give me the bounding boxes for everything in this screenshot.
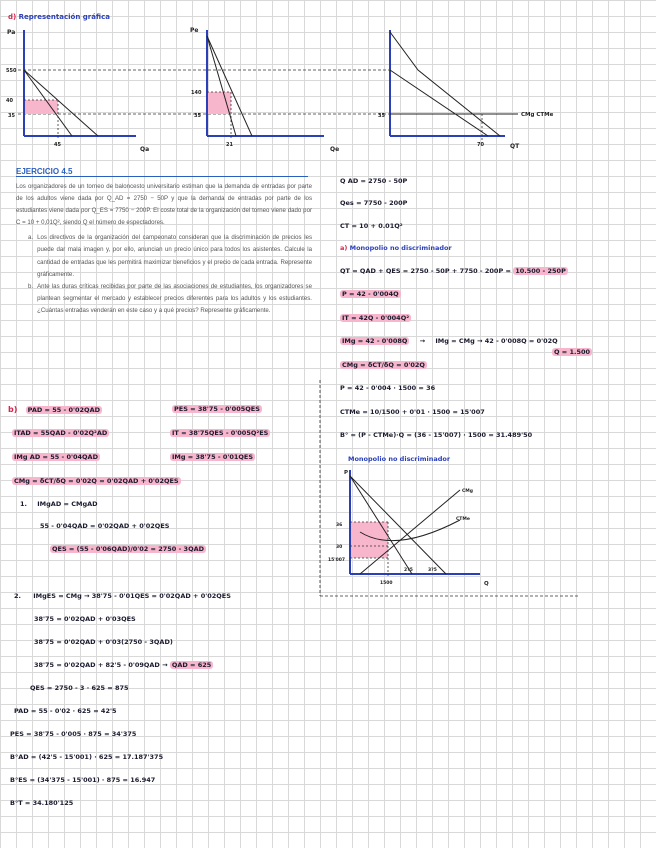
g1-tick-1: 550 [6,68,17,74]
note-p: P = 42 - 0'004Q [342,290,399,298]
part-a-title: Monopolio no discriminador [349,244,452,252]
line-1: 38'75 = 0'02QAD + 0'03QES [34,615,136,623]
line-3-result: QAD = 625 [171,661,212,669]
eq-qes: QES = (55 - 0'06QAD)/0'02 = 2750 - 3QAD [52,545,205,553]
note-it: IT = 42Q - 0'004Q² [342,314,410,322]
chart-x-tick-2: 2?5 [404,568,413,573]
line-5: PAD = 55 - 0'02 · 625 = 42'5 [14,707,117,715]
chart-label-cmg: CMg [462,489,474,494]
note-q-result: Q = 1.500 [554,348,591,356]
note-img-row [340,337,558,345]
shaded-profit-area-2 [207,92,231,114]
chart-x-tick-1: 1500 [380,581,393,586]
note-ct: CT = 10 + 0.01Q² [340,222,403,230]
exercise-block [16,167,312,317]
g2-tick-2: 35 [194,113,201,119]
graph-section-title: Representación gráfica [18,13,110,21]
exercise-item-b [28,281,312,317]
g2-img-line [207,36,236,136]
exercise-item-a-text: Los directivos de la organización del campeonato consideran que la discriminación de precios les puede dar mala imagen y, por ello, anuncian un precio único para todos los asistentes. Calcule la cantidad de entradas que les permitirá maximizar beneficios y el precio de cada entrada. Represente gráficamente. [37,234,312,278]
note-qt-eq: QT = QAD + QES = 2750 - 50P + 7750 - 200P = [340,267,511,275]
arrow-icon: → [419,337,426,345]
line-8: B°ES = (34'375 - 15'001) · 875 = 16.947 [10,776,156,784]
part-a-heading [340,244,452,252]
eq-pad: PAD = 55 - 0'02QAD [27,406,101,414]
exercise-items [16,232,312,317]
step-1-text: IMgAD = CMgAD [37,500,98,508]
note-ctme: CTMe = 10/1500 + 0'01 · 1500 = 15'007 [340,408,485,416]
eq-imgad: IMg AD = 55 - 0'04QAD [14,453,98,461]
graph-total [378,30,554,150]
graph-section-label: d) [8,13,17,21]
step-2 [14,592,231,600]
note-qes: Qes = 7750 - 200P [340,199,408,207]
note-p-result: P = 42 - 0'004 · 1500 = 36 [340,384,436,392]
g1-x-tick: 45 [54,142,61,148]
eq-cmg: CMg = δCT/δQ = 0'02Q = 0'02QAD + 0'02QES [14,477,179,485]
exercise-item-a [28,232,312,280]
step-2-text: IMgES = CMg → 38'75 - 0'01QES = 0'02QAD + 0'02QES [33,592,231,600]
g2-y-axis-label: Pe [190,27,199,34]
line-3 [34,661,213,669]
g2-demand-line [207,36,252,136]
chart-x-tick-3: 3?5 [428,568,437,573]
g3-img-line [390,70,488,136]
note-img-cmg: IMg = CMg → [435,337,483,345]
eq-imges: IMg = 38'75 - 0'01QES [172,453,254,461]
chart-label-ctme: CTMe [456,517,470,522]
note-img: IMg = 42 - 0'008Q [342,337,408,345]
line-7: B°AD = (42'5 - 15'001) · 625 = 17.187'375 [10,753,164,761]
chart-y-tick-3: 15'007 [328,558,346,563]
step-1-eq: 55 - 0'04QAD = 0'02QAD + 0'02QES [40,522,170,530]
chart-x-axis-label: Q [484,581,489,587]
step-1-label: 1. [20,500,27,508]
top-graphs [0,0,656,160]
part-b-row-1 [8,405,102,414]
g3-x-tick: 70 [477,142,484,148]
chart-y-tick-1: 36 [336,523,343,528]
note-qt [340,267,568,275]
eq-ites: IT = 38'75QES - 0'005Q²ES [172,429,269,437]
part-a-label: a) [340,244,348,252]
g1-tick-3: 35 [8,113,15,119]
g2-x-axis-label: Qe [330,146,340,153]
exercise-item-b-marker: b. [28,282,34,290]
eq-pes: PES = 38'75 - 0'005QES [174,405,260,413]
exercise-title: EJERCICIO 4.5 [16,167,308,177]
line-9: B°T = 34.180'125 [10,799,74,807]
graph-students [190,27,339,153]
exercise-intro: Los organizadores de un torneo de baloncesto universitario estiman que la demanda de entradas por parte de los adultos viene dada por Q_AD = 2750 − 50P y que la demanda de entradas por parte de los estudiantes viene dada por Q_ES = 7750 − 200P. El coste total de la organización del torneo viene dado por C = 10 + 0,01Q², siendo Q el número de espectadores. [16,183,312,227]
eq-itad: ITAD = 55QAD - 0'02Q²AD [14,429,108,437]
g3-demand-line [390,32,500,136]
exercise-body [16,181,312,317]
g2-x-tick: 21 [226,142,233,148]
note-img-cmg2: 42 - 0'008Q = 0'02Q [484,337,558,345]
exercise-item-a-marker: a. [28,234,34,242]
exercise-item-b-text: Ante las duras críticas recibidas por parte de las asociaciones de estudiantes, los organizadores se plantean segmentar el mercado y establecer precios diferentes para los adultos y los estudiantes. ¿Cuántas entradas venderán en este caso y a qué precios? Represente gráficamente. [37,282,312,314]
g3-y-tick: 35 [378,113,385,119]
step-1 [20,500,98,508]
note-cmg: CMg = δCT/δQ = 0'02Q [342,361,425,369]
line-3-text: 38'75 = 0'02QAD + 82'5 - 0'09QAD → [34,661,168,669]
note-qad: Q AD = 2750 - 50P [340,177,408,185]
note-profit: B° = (P - CTMe)·Q = (36 - 15'007) · 1500 = 31.489'50 [340,431,533,439]
chart-y-tick-2: 30 [336,545,343,550]
graph-adults [6,29,149,153]
chart-title: Monopolio no discriminador [348,455,451,463]
monopoly-chart [320,462,500,592]
chart-y-axis-label: P [344,470,349,476]
g1-x-axis-label: Qa [140,146,150,153]
g1-tick-2: 40 [6,98,13,104]
step-2-label: 2. [14,592,21,600]
line-2: 38'75 = 0'02QAD + 0'03(2750 - 3QAD) [34,638,173,646]
part-b-label: b) [8,405,18,414]
line-6: PES = 38'75 - 0'005 · 875 = 34'375 [10,730,137,738]
shaded-profit-area-1 [24,100,58,114]
line-4: QES = 2750 - 3 · 625 = 875 [30,684,129,692]
g3-curve-label: CMg CTMe [521,112,554,118]
g2-tick-1: 140 [191,90,202,96]
note-qt-result: 10.500 - 250P [515,267,566,275]
g3-x-axis-label: QT [510,143,520,150]
g1-y-axis-label: Pa [7,29,16,36]
